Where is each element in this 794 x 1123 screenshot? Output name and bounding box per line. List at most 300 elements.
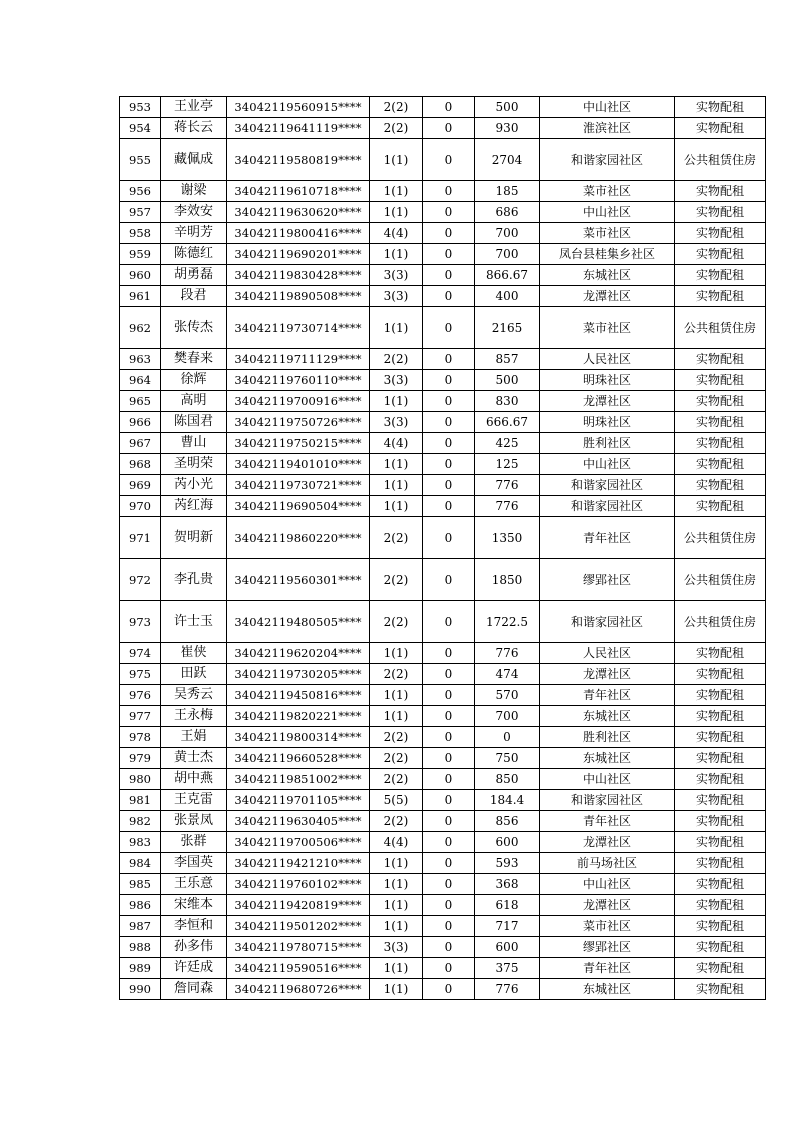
household-size-cell: 2(2) <box>370 559 423 601</box>
community-cell: 和谐家园社区 <box>540 475 675 496</box>
amount-cell: 857 <box>475 349 540 370</box>
applicant-name-cell: 吴秀云 <box>161 685 227 706</box>
community-cell: 龙潭社区 <box>540 286 675 307</box>
household-size-cell: 3(3) <box>370 937 423 958</box>
household-size-cell: 4(4) <box>370 223 423 244</box>
table-row <box>120 853 766 874</box>
table-row <box>120 811 766 832</box>
subsidy-flag-cell: 0 <box>423 916 475 937</box>
community-cell: 中山社区 <box>540 97 675 118</box>
id-number-cell: 34042119620204**** <box>227 643 370 664</box>
row-number-cell: 988 <box>120 937 161 958</box>
row-number-cell: 958 <box>120 223 161 244</box>
row-number-cell: 987 <box>120 916 161 937</box>
allocation-type-cell: 实物配租 <box>675 790 766 811</box>
community-cell: 龙潭社区 <box>540 832 675 853</box>
subsidy-flag-cell: 0 <box>423 202 475 223</box>
applicant-name-cell: 胡中燕 <box>161 769 227 790</box>
allocation-type-cell: 实物配租 <box>675 202 766 223</box>
row-number-cell: 980 <box>120 769 161 790</box>
row-number-cell: 981 <box>120 790 161 811</box>
household-size-cell: 2(2) <box>370 664 423 685</box>
allocation-type-cell: 实物配租 <box>675 181 766 202</box>
community-cell: 菜市社区 <box>540 916 675 937</box>
amount-cell: 570 <box>475 685 540 706</box>
allocation-type-cell: 实物配租 <box>675 832 766 853</box>
applicant-name-cell: 徐辉 <box>161 370 227 391</box>
table-row <box>120 223 766 244</box>
household-size-cell: 3(3) <box>370 265 423 286</box>
row-number-cell: 970 <box>120 496 161 517</box>
amount-cell: 776 <box>475 475 540 496</box>
community-cell: 淮滨社区 <box>540 118 675 139</box>
applicant-name-cell: 王乐意 <box>161 874 227 895</box>
subsidy-flag-cell: 0 <box>423 748 475 769</box>
amount-cell: 1850 <box>475 559 540 601</box>
amount-cell: 666.67 <box>475 412 540 433</box>
amount-cell: 776 <box>475 643 540 664</box>
id-number-cell: 34042119630405**** <box>227 811 370 832</box>
amount-cell: 600 <box>475 832 540 853</box>
row-number-cell: 978 <box>120 727 161 748</box>
row-number-cell: 966 <box>120 412 161 433</box>
household-size-cell: 3(3) <box>370 370 423 391</box>
allocation-type-cell: 实物配租 <box>675 223 766 244</box>
subsidy-flag-cell: 0 <box>423 433 475 454</box>
id-number-cell: 34042119480505**** <box>227 601 370 643</box>
allocation-type-cell: 实物配租 <box>675 244 766 265</box>
amount-cell: 184.4 <box>475 790 540 811</box>
household-size-cell: 1(1) <box>370 307 423 349</box>
community-cell: 龙潭社区 <box>540 391 675 412</box>
id-number-cell: 34042119580819**** <box>227 139 370 181</box>
community-cell: 人民社区 <box>540 643 675 664</box>
table-row <box>120 664 766 685</box>
id-number-cell: 34042119660528**** <box>227 748 370 769</box>
community-cell: 东城社区 <box>540 748 675 769</box>
allocation-type-cell: 实物配租 <box>675 958 766 979</box>
allocation-type-cell: 实物配租 <box>675 874 766 895</box>
community-cell: 东城社区 <box>540 706 675 727</box>
allocation-type-cell: 实物配租 <box>675 97 766 118</box>
row-number-cell: 975 <box>120 664 161 685</box>
allocation-type-cell: 公共租赁住房 <box>675 601 766 643</box>
community-cell: 和谐家园社区 <box>540 496 675 517</box>
id-number-cell: 34042119711129**** <box>227 349 370 370</box>
community-cell: 凤台县桂集乡社区 <box>540 244 675 265</box>
id-number-cell: 34042119680726**** <box>227 979 370 1000</box>
table-row <box>120 349 766 370</box>
id-number-cell: 34042119700916**** <box>227 391 370 412</box>
applicant-name-cell: 崔侠 <box>161 643 227 664</box>
row-number-cell: 967 <box>120 433 161 454</box>
allocation-type-cell: 实物配租 <box>675 853 766 874</box>
row-number-cell: 956 <box>120 181 161 202</box>
subsidy-flag-cell: 0 <box>423 223 475 244</box>
amount-cell: 2165 <box>475 307 540 349</box>
applicant-name-cell: 李效安 <box>161 202 227 223</box>
id-number-cell: 34042119730714**** <box>227 307 370 349</box>
household-size-cell: 1(1) <box>370 202 423 223</box>
table-row <box>120 139 766 181</box>
table-row <box>120 727 766 748</box>
community-cell: 东城社区 <box>540 979 675 1000</box>
community-cell: 青年社区 <box>540 517 675 559</box>
subsidy-flag-cell: 0 <box>423 727 475 748</box>
allocation-type-cell: 实物配租 <box>675 895 766 916</box>
applicant-name-cell: 藏佩成 <box>161 139 227 181</box>
row-number-cell: 954 <box>120 118 161 139</box>
id-number-cell: 34042119820221**** <box>227 706 370 727</box>
applicant-name-cell: 王克雷 <box>161 790 227 811</box>
table-body <box>120 97 766 1000</box>
subsidy-flag-cell: 0 <box>423 139 475 181</box>
amount-cell: 368 <box>475 874 540 895</box>
community-cell: 和谐家园社区 <box>540 139 675 181</box>
community-cell: 中山社区 <box>540 202 675 223</box>
table-row <box>120 832 766 853</box>
allocation-type-cell: 实物配租 <box>675 349 766 370</box>
amount-cell: 500 <box>475 97 540 118</box>
community-cell: 龙潭社区 <box>540 895 675 916</box>
id-number-cell: 34042119401010**** <box>227 454 370 475</box>
household-size-cell: 2(2) <box>370 769 423 790</box>
table-row <box>120 496 766 517</box>
household-size-cell: 2(2) <box>370 118 423 139</box>
subsidy-flag-cell: 0 <box>423 97 475 118</box>
id-number-cell: 34042119730721**** <box>227 475 370 496</box>
community-cell: 人民社区 <box>540 349 675 370</box>
allocation-type-cell: 实物配租 <box>675 748 766 769</box>
subsidy-flag-cell: 0 <box>423 790 475 811</box>
allocation-type-cell: 实物配租 <box>675 937 766 958</box>
table-row <box>120 475 766 496</box>
household-size-cell: 3(3) <box>370 286 423 307</box>
table-row <box>120 979 766 1000</box>
applicant-name-cell: 张传杰 <box>161 307 227 349</box>
row-number-cell: 953 <box>120 97 161 118</box>
community-cell: 明珠社区 <box>540 412 675 433</box>
household-size-cell: 1(1) <box>370 895 423 916</box>
table-row <box>120 895 766 916</box>
household-size-cell: 3(3) <box>370 412 423 433</box>
row-number-cell: 977 <box>120 706 161 727</box>
amount-cell: 400 <box>475 286 540 307</box>
row-number-cell: 973 <box>120 601 161 643</box>
table-row <box>120 916 766 937</box>
applicant-name-cell: 李国英 <box>161 853 227 874</box>
amount-cell: 1350 <box>475 517 540 559</box>
row-number-cell: 979 <box>120 748 161 769</box>
household-size-cell: 2(2) <box>370 349 423 370</box>
id-number-cell: 34042119641119**** <box>227 118 370 139</box>
row-number-cell: 957 <box>120 202 161 223</box>
allocation-type-cell: 实物配租 <box>675 412 766 433</box>
household-size-cell: 1(1) <box>370 958 423 979</box>
table-row <box>120 706 766 727</box>
row-number-cell: 964 <box>120 370 161 391</box>
applicant-name-cell: 蒋长云 <box>161 118 227 139</box>
household-size-cell: 2(2) <box>370 601 423 643</box>
applicant-name-cell: 王业亭 <box>161 97 227 118</box>
subsidy-flag-cell: 0 <box>423 874 475 895</box>
community-cell: 菜市社区 <box>540 307 675 349</box>
table-row <box>120 370 766 391</box>
row-number-cell: 983 <box>120 832 161 853</box>
id-number-cell: 34042119630620**** <box>227 202 370 223</box>
applicant-name-cell: 陈德红 <box>161 244 227 265</box>
amount-cell: 474 <box>475 664 540 685</box>
subsidy-flag-cell: 0 <box>423 811 475 832</box>
applicant-name-cell: 李恒和 <box>161 916 227 937</box>
subsidy-flag-cell: 0 <box>423 370 475 391</box>
community-cell: 前马场社区 <box>540 853 675 874</box>
applicant-name-cell: 黄士杰 <box>161 748 227 769</box>
table-row <box>120 517 766 559</box>
applicant-name-cell: 芮小光 <box>161 475 227 496</box>
id-number-cell: 34042119760102**** <box>227 874 370 895</box>
subsidy-flag-cell: 0 <box>423 685 475 706</box>
row-number-cell: 972 <box>120 559 161 601</box>
household-size-cell: 2(2) <box>370 811 423 832</box>
applicant-name-cell: 张景凤 <box>161 811 227 832</box>
allocation-type-cell: 公共租赁住房 <box>675 307 766 349</box>
row-number-cell: 969 <box>120 475 161 496</box>
subsidy-flag-cell: 0 <box>423 895 475 916</box>
id-number-cell: 34042119690201**** <box>227 244 370 265</box>
allocation-type-cell: 实物配租 <box>675 433 766 454</box>
community-cell: 青年社区 <box>540 685 675 706</box>
id-number-cell: 34042119750726**** <box>227 412 370 433</box>
id-number-cell: 34042119800314**** <box>227 727 370 748</box>
household-size-cell: 2(2) <box>370 97 423 118</box>
amount-cell: 500 <box>475 370 540 391</box>
subsidy-flag-cell: 0 <box>423 643 475 664</box>
household-size-cell: 1(1) <box>370 139 423 181</box>
row-number-cell: 963 <box>120 349 161 370</box>
applicant-name-cell: 王永梅 <box>161 706 227 727</box>
applicant-name-cell: 胡勇磊 <box>161 265 227 286</box>
household-size-cell: 1(1) <box>370 244 423 265</box>
allocation-type-cell: 实物配租 <box>675 118 766 139</box>
table-row <box>120 769 766 790</box>
id-number-cell: 34042119420819**** <box>227 895 370 916</box>
community-cell: 胜利社区 <box>540 727 675 748</box>
id-number-cell: 34042119450816**** <box>227 685 370 706</box>
amount-cell: 425 <box>475 433 540 454</box>
household-size-cell: 1(1) <box>370 979 423 1000</box>
household-size-cell: 1(1) <box>370 874 423 895</box>
subsidy-flag-cell: 0 <box>423 244 475 265</box>
allocation-type-cell: 实物配租 <box>675 664 766 685</box>
household-size-cell: 1(1) <box>370 475 423 496</box>
allocation-type-cell: 实物配租 <box>675 643 766 664</box>
allocation-type-cell: 公共租赁住房 <box>675 559 766 601</box>
allocation-type-cell: 实物配租 <box>675 811 766 832</box>
subsidy-flag-cell: 0 <box>423 349 475 370</box>
household-size-cell: 2(2) <box>370 727 423 748</box>
subsidy-flag-cell: 0 <box>423 958 475 979</box>
applicant-name-cell: 贺明新 <box>161 517 227 559</box>
community-cell: 明珠社区 <box>540 370 675 391</box>
row-number-cell: 961 <box>120 286 161 307</box>
household-size-cell: 1(1) <box>370 643 423 664</box>
table-row <box>120 97 766 118</box>
subsidy-flag-cell: 0 <box>423 559 475 601</box>
household-size-cell: 1(1) <box>370 496 423 517</box>
amount-cell: 618 <box>475 895 540 916</box>
amount-cell: 700 <box>475 223 540 244</box>
applicant-name-cell: 段君 <box>161 286 227 307</box>
household-size-cell: 4(4) <box>370 433 423 454</box>
id-number-cell: 34042119700506**** <box>227 832 370 853</box>
id-number-cell: 34042119890508**** <box>227 286 370 307</box>
household-size-cell: 2(2) <box>370 748 423 769</box>
household-size-cell: 1(1) <box>370 853 423 874</box>
amount-cell: 593 <box>475 853 540 874</box>
row-number-cell: 990 <box>120 979 161 1000</box>
amount-cell: 930 <box>475 118 540 139</box>
household-size-cell: 1(1) <box>370 916 423 937</box>
id-number-cell: 34042119860220**** <box>227 517 370 559</box>
allocation-type-cell: 实物配租 <box>675 475 766 496</box>
amount-cell: 600 <box>475 937 540 958</box>
applicant-name-cell: 王娟 <box>161 727 227 748</box>
community-cell: 中山社区 <box>540 874 675 895</box>
table-row <box>120 265 766 286</box>
household-size-cell: 4(4) <box>370 832 423 853</box>
amount-cell: 830 <box>475 391 540 412</box>
applicant-name-cell: 李孔贵 <box>161 559 227 601</box>
table-row <box>120 202 766 223</box>
row-number-cell: 986 <box>120 895 161 916</box>
subsidy-flag-cell: 0 <box>423 265 475 286</box>
allocation-type-cell: 实物配租 <box>675 496 766 517</box>
row-number-cell: 959 <box>120 244 161 265</box>
id-number-cell: 34042119501202**** <box>227 916 370 937</box>
applicant-name-cell: 高明 <box>161 391 227 412</box>
applicant-name-cell: 张群 <box>161 832 227 853</box>
allocation-type-cell: 公共租赁住房 <box>675 139 766 181</box>
table-row <box>120 874 766 895</box>
table-row <box>120 790 766 811</box>
allocation-type-cell: 实物配租 <box>675 916 766 937</box>
row-number-cell: 971 <box>120 517 161 559</box>
household-size-cell: 1(1) <box>370 685 423 706</box>
id-number-cell: 34042119421210**** <box>227 853 370 874</box>
subsidy-flag-cell: 0 <box>423 391 475 412</box>
table-row <box>120 433 766 454</box>
allocation-type-cell: 实物配租 <box>675 454 766 475</box>
subsidy-flag-cell: 0 <box>423 664 475 685</box>
subsidy-flag-cell: 0 <box>423 853 475 874</box>
table-row <box>120 244 766 265</box>
amount-cell: 185 <box>475 181 540 202</box>
subsidy-flag-cell: 0 <box>423 979 475 1000</box>
id-number-cell: 34042119800416**** <box>227 223 370 244</box>
allocation-type-cell: 实物配租 <box>675 769 766 790</box>
table-row <box>120 412 766 433</box>
amount-cell: 686 <box>475 202 540 223</box>
subsidy-flag-cell: 0 <box>423 496 475 517</box>
id-number-cell: 34042119560915**** <box>227 97 370 118</box>
table-row <box>120 454 766 475</box>
applicant-name-cell: 宋维本 <box>161 895 227 916</box>
row-number-cell: 989 <box>120 958 161 979</box>
household-size-cell: 5(5) <box>370 790 423 811</box>
subsidy-flag-cell: 0 <box>423 706 475 727</box>
subsidy-flag-cell: 0 <box>423 286 475 307</box>
amount-cell: 2704 <box>475 139 540 181</box>
applicant-name-cell: 樊春来 <box>161 349 227 370</box>
household-size-cell: 1(1) <box>370 181 423 202</box>
community-cell: 东城社区 <box>540 265 675 286</box>
amount-cell: 776 <box>475 496 540 517</box>
table-row <box>120 685 766 706</box>
household-size-cell: 1(1) <box>370 706 423 727</box>
id-number-cell: 34042119851002**** <box>227 769 370 790</box>
community-cell: 菜市社区 <box>540 223 675 244</box>
community-cell: 青年社区 <box>540 811 675 832</box>
row-number-cell: 968 <box>120 454 161 475</box>
subsidy-flag-cell: 0 <box>423 601 475 643</box>
community-cell: 中山社区 <box>540 769 675 790</box>
id-number-cell: 34042119780715**** <box>227 937 370 958</box>
applicant-name-cell: 辛明芳 <box>161 223 227 244</box>
amount-cell: 750 <box>475 748 540 769</box>
community-cell: 和谐家园社区 <box>540 790 675 811</box>
table-row <box>120 559 766 601</box>
subsidy-flag-cell: 0 <box>423 454 475 475</box>
community-cell: 青年社区 <box>540 958 675 979</box>
subsidy-flag-cell: 0 <box>423 517 475 559</box>
subsidy-flag-cell: 0 <box>423 118 475 139</box>
community-cell: 胜利社区 <box>540 433 675 454</box>
table-row <box>120 643 766 664</box>
row-number-cell: 962 <box>120 307 161 349</box>
amount-cell: 1722.5 <box>475 601 540 643</box>
row-number-cell: 984 <box>120 853 161 874</box>
applicant-name-cell: 许廷成 <box>161 958 227 979</box>
community-cell: 缪郢社区 <box>540 559 675 601</box>
allocation-type-cell: 实物配租 <box>675 370 766 391</box>
row-number-cell: 965 <box>120 391 161 412</box>
household-size-cell: 1(1) <box>370 454 423 475</box>
allocation-type-cell: 公共租赁住房 <box>675 517 766 559</box>
applicant-name-cell: 许士玉 <box>161 601 227 643</box>
amount-cell: 0 <box>475 727 540 748</box>
table-row <box>120 307 766 349</box>
allocation-type-cell: 实物配租 <box>675 286 766 307</box>
subsidy-flag-cell: 0 <box>423 937 475 958</box>
subsidy-flag-cell: 0 <box>423 307 475 349</box>
community-cell: 菜市社区 <box>540 181 675 202</box>
subsidy-flag-cell: 0 <box>423 181 475 202</box>
id-number-cell: 34042119760110**** <box>227 370 370 391</box>
applicant-name-cell: 芮红海 <box>161 496 227 517</box>
allocation-type-cell: 实物配租 <box>675 685 766 706</box>
id-number-cell: 34042119590516**** <box>227 958 370 979</box>
household-size-cell: 1(1) <box>370 391 423 412</box>
allocation-type-cell: 实物配租 <box>675 265 766 286</box>
id-number-cell: 34042119750215**** <box>227 433 370 454</box>
id-number-cell: 34042119701105**** <box>227 790 370 811</box>
id-number-cell: 34042119830428**** <box>227 265 370 286</box>
applicant-name-cell: 詹同森 <box>161 979 227 1000</box>
amount-cell: 125 <box>475 454 540 475</box>
allocation-type-cell: 实物配租 <box>675 706 766 727</box>
id-number-cell: 34042119730205**** <box>227 664 370 685</box>
